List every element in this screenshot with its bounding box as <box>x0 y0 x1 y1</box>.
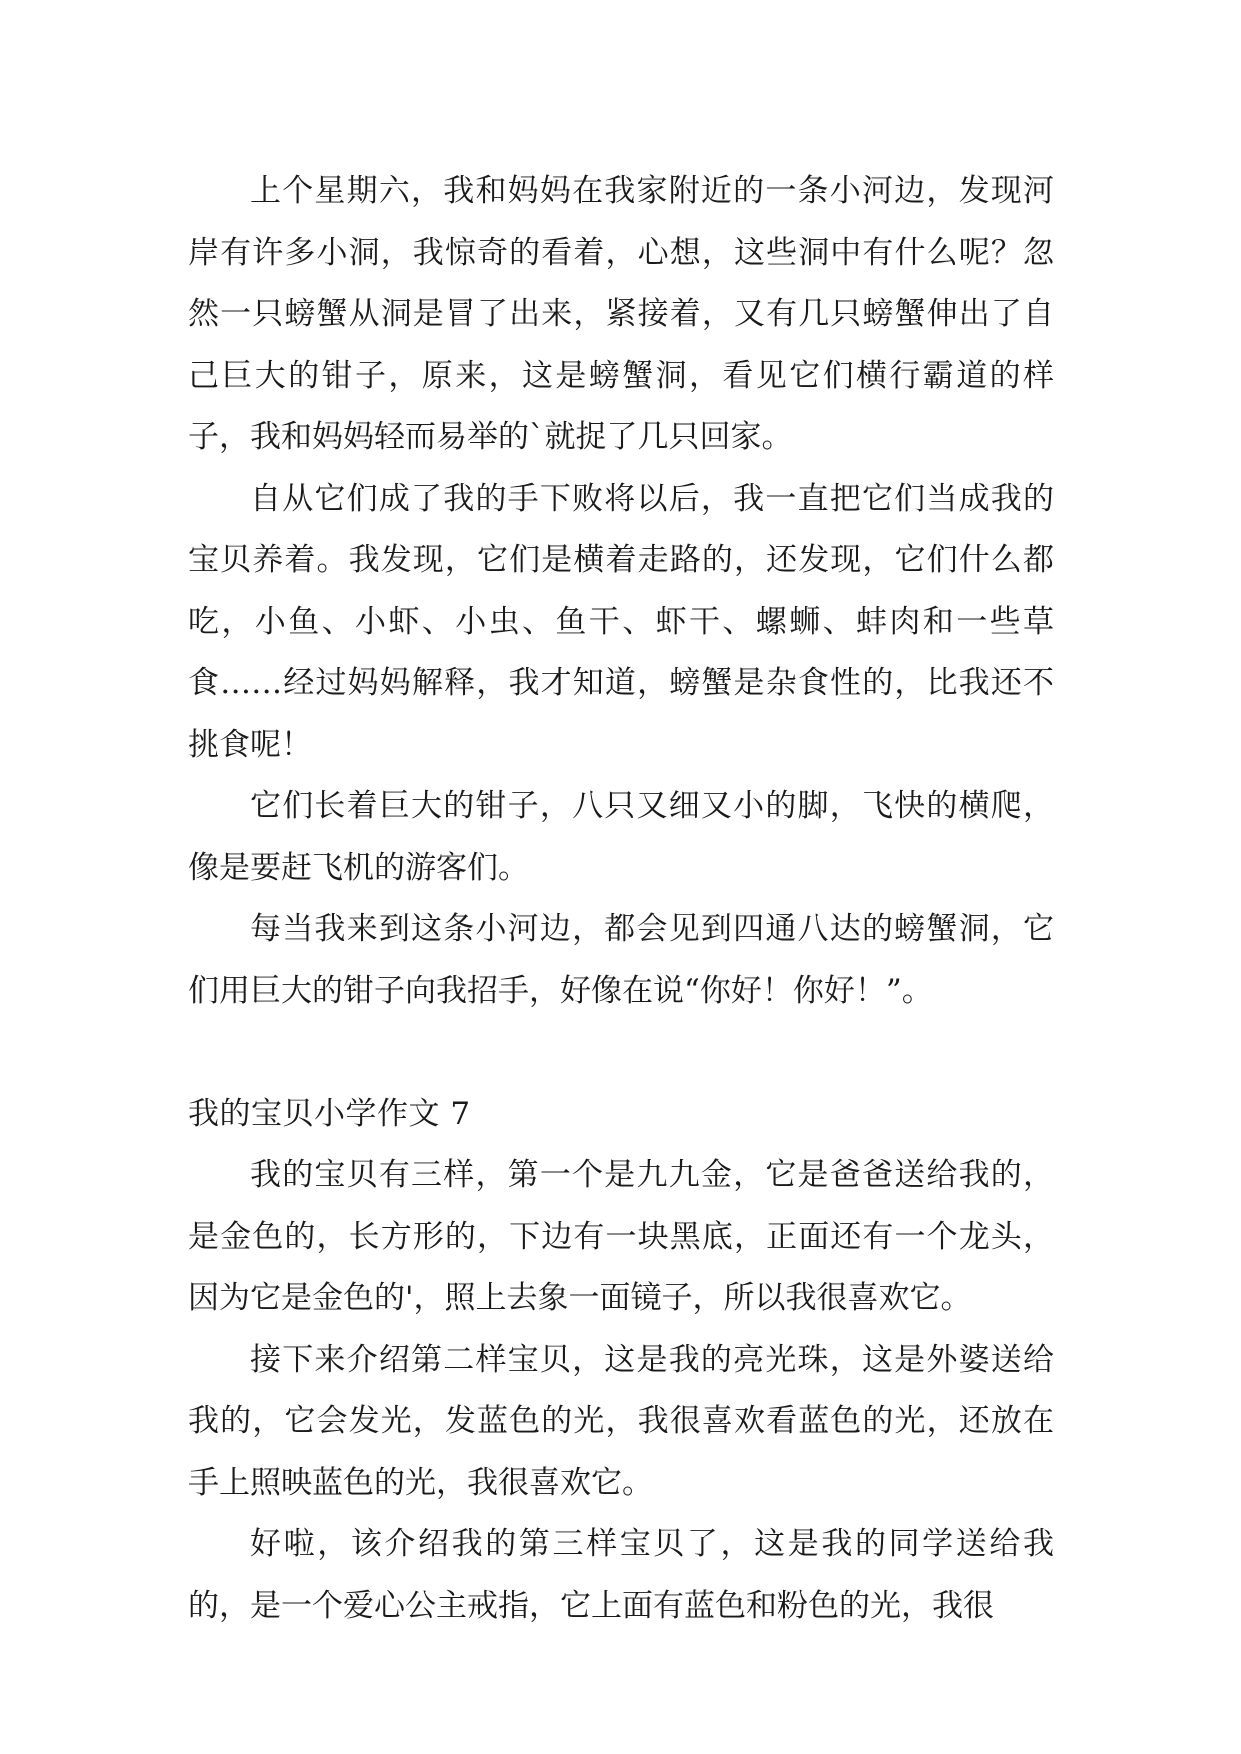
paragraph-crab-appearance: 它们长着巨大的钳子，八只又细又小的脚，飞快的横爬，像是要赶飞机的游客们。 <box>188 788 1054 886</box>
paragraph-treasure-one: 我的宝贝有三样，第一个是九九金，它是爸爸送给我的，是金色的，长方形的，下边有一块黑底，正面还有一个龙头，因为它是金色的'，照上去象一面镜子，所以我很喜欢它。 <box>188 1157 1054 1316</box>
document-body <box>188 161 1054 1637</box>
paragraph-treasure-three: 好啦，该介绍我的第三样宝贝了，这是我的同学送给我的，是一个爱心公主戒指，它上面有蓝色和粉色的光，我很 <box>188 1526 1054 1624</box>
paragraph-crab-greeting: 每当我来到这条小河边，都会见到四通八达的螃蟹洞，它们用巨大的钳子向我招手，好像在说“你好！你好！”。 <box>188 911 1054 1009</box>
section-spacer <box>188 1022 1054 1084</box>
paragraph-crab-diet: 自从它们成了我的手下败将以后，我一直把它们当成我的宝贝养着。我发现，它们是横着走路的，还发现，它们什么都吃，小鱼、小虾、小虫、鱼干、虾干、螺蛳、蚌肉和一些草食……经过妈妈解释，我才知道，螃蟹是杂食性的，比我还不挑食呢！ <box>188 480 1054 763</box>
essay-heading: 我的宝贝小学作文 7 <box>188 1095 471 1132</box>
paragraph-crab-discovery: 上个星期六，我和妈妈在我家附近的一条小河边，发现河岸有许多小洞，我惊奇的看着，心想，这些洞中有什么呢？忽然一只螃蟹从洞是冒了出来，紧接着，又有几只螃蟹伸出了自己巨大的钳子，原来，这是螃蟹洞，看见它们横行霸道的样子，我和妈妈轻而易举的`就捉了几只回家。 <box>188 173 1054 455</box>
paragraph-treasure-two: 接下来介绍第二样宝贝，这是我的亮光珠，这是外婆送给我的，它会发光，发蓝色的光，我很喜欢看蓝色的光，还放在手上照映蓝色的光，我很喜欢它。 <box>188 1341 1054 1501</box>
